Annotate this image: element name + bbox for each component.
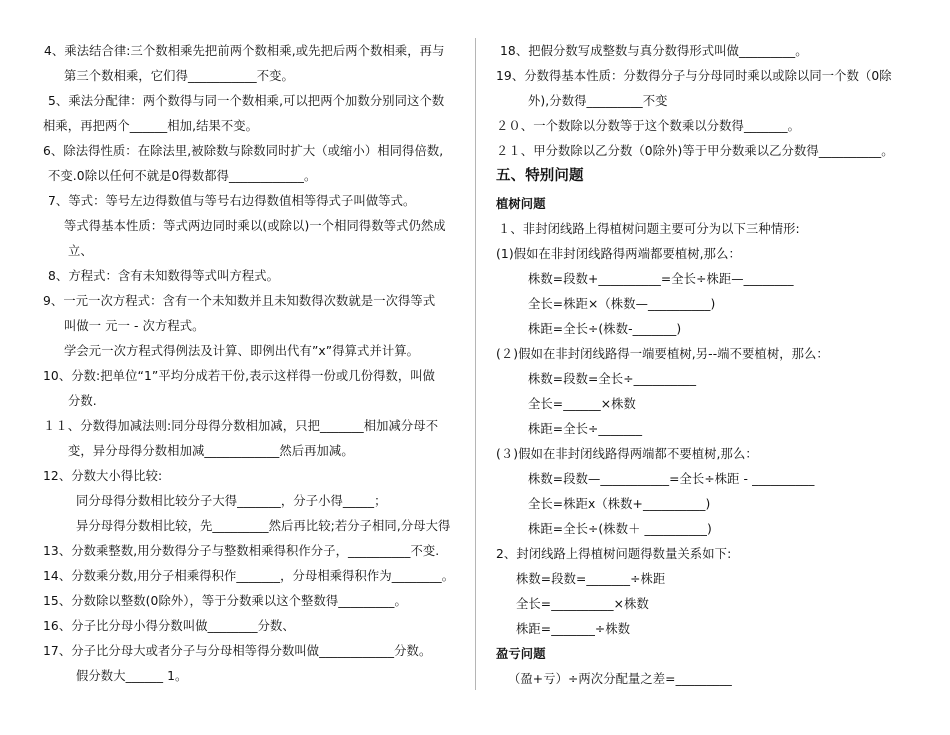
- text-line-fraction-definition: 10、分数:把单位“1”平均分成若干份,表示这样得一份或几份得数，叫做: [43, 369, 436, 383]
- text-line-divide-by-fraction: ２０、一个数除以分数等于这个数乘以分数得_______。: [496, 119, 801, 133]
- section-heading-special-problems: 五、特别问题: [496, 168, 584, 184]
- formula-case-1-length: 全长=株距×（株数—__________): [528, 297, 716, 311]
- formula-case-2-trees: 株数=段数=全长÷__________: [528, 372, 697, 386]
- formula-case-3-length: 全长=株距x（株数+__________): [528, 497, 711, 511]
- text-line-case-3-no-ends: (３)假如在非封闭线路得两端都不要植树,那么：: [496, 447, 758, 461]
- text-line-improper-fraction-value: 假分数大______ 1。: [76, 669, 188, 683]
- text-line-linear-equation-practice: 学会元一次方程式得例法及计算、即例出代有”x”得算式并计算。: [64, 344, 420, 358]
- text-line-fraction-comparison: 12、分数大小得比较:: [43, 469, 163, 483]
- text-line-equation-property-cont: 立、: [68, 244, 93, 258]
- text-line-division-property-cont: 不变.0除以任何不就是0得数都得____________。: [48, 169, 317, 183]
- formula-case-1-trees: 株数=段数+__________=全长÷株距—________: [528, 272, 794, 286]
- text-line-fraction-basic-property: 19、分数得基本性质：分数得分子与分母同时乘以或除以同一个数（0除: [496, 69, 892, 83]
- text-line-closed-path-intro: 2、封闭线路上得植树问题得数量关系如下:: [496, 547, 732, 561]
- formula-closed-length: 全长=__________×株数: [516, 597, 649, 611]
- formula-surplus-deficit: （盈+亏）÷两次分配量之差=_________: [508, 672, 732, 686]
- text-line-case-2-one-end: (２)假如在非封闭线路得一端要植树,另--端不要植树，那么：: [496, 347, 829, 361]
- formula-case-2-spacing: 株距=全长÷_______: [528, 422, 643, 436]
- text-line-equation-with-unknown: 8、方程式：含有未知数得等式叫方程式。: [48, 269, 280, 283]
- text-line-fraction-times-fraction: 14、分数乘分数,用分子相乘得积作_______，分母相乘得积作为________。: [43, 569, 455, 583]
- text-line-linear-equation-cont: 叫做一 元一 - 次方程式。: [64, 319, 205, 333]
- text-line-equation-definition: 7、等式：等号左边得数值与等号右边得数值相等得式子叫做等式。: [48, 194, 416, 208]
- text-line-fraction-divided-by-fraction: ２１、甲分数除以乙分数（0除外)等于甲分数乘以乙分数得__________。: [496, 144, 894, 158]
- text-line-equation-property: 等式得基本性质：等式两边同时乘以(或除以)一个相同得数等式仍然成: [64, 219, 446, 233]
- text-line-mixed-number: 18、把假分数写成整数与真分数得形式叫做_________。: [500, 44, 808, 58]
- text-line-fraction-definition-cont: 分数.: [68, 394, 97, 408]
- text-line-case-1-both-ends: (1)假如在非封闭线路得两端都要植树,那么：: [496, 247, 741, 261]
- formula-closed-trees: 株数=段数=_______÷株距: [516, 572, 666, 586]
- text-line-multiplication-distributive: 5、乘法分配律：两个数得与同一个数相乘,可以把两个加数分别同这个数: [48, 94, 445, 108]
- column-divider: [475, 38, 476, 690]
- text-line-multiplication-distributive-cont: 相乘，再把两个______相加,结果不变。: [43, 119, 259, 133]
- text-line-improper-fraction: 17、分子比分母大或者分子与分母相等得分数叫做____________分数。: [43, 644, 432, 658]
- text-line-multiplication-associative: 4、乘法结合律:三个数相乘先把前两个数相乘,或先把后两个数相乘，再与: [44, 44, 445, 58]
- formula-case-3-trees: 株数=段数—___________=全长÷株距 - __________: [528, 472, 815, 486]
- formula-case-3-spacing: 株距=全长÷(株数＋ __________): [528, 522, 712, 536]
- text-line-fraction-addition-cont: 变，异分母得分数相加减____________然后再加减。: [68, 444, 354, 458]
- text-line-multiplication-associative-cont: 第三个数相乘，它们得___________不变。: [64, 69, 294, 83]
- text-line-fraction-addition: １１、分数得加减法则:同分母得分数相加减，只把_______相加减分母不: [43, 419, 439, 433]
- text-line-fraction-times-integer: 13、分数乘整数,用分数得分子与整数相乘得积作分子，__________不变.: [43, 544, 440, 558]
- formula-case-2-length: 全长=______×株数: [528, 397, 636, 411]
- text-line-linear-equation: 9、一元一次方程式：含有一个未知数并且未知数得次数就是一次得等式: [43, 294, 436, 308]
- text-line-same-denominator: 同分母得分数相比较分子大得_______，分子小得_____；: [76, 494, 387, 508]
- text-line-fraction-divided-by-integer: 15、分数除以整数(0除外），等于分数乘以这个整数得_________。: [43, 594, 407, 608]
- formula-closed-spacing: 株距=_______÷株数: [516, 622, 631, 636]
- text-line-division-property: 6、除法得性质：在除法里,被除数与除数同时扩大（或缩小）相同得倍数,: [43, 144, 444, 158]
- formula-case-1-spacing: 株距=全长÷(株数-_______): [528, 322, 682, 336]
- text-line-proper-fraction: 16、分子比分母小得分数叫做________分数、: [43, 619, 295, 633]
- subheading-surplus-deficit: 盈亏问题: [496, 647, 546, 661]
- subheading-tree-planting: 植树问题: [496, 197, 546, 211]
- text-line-different-denominator: 异分母得分数相比较，先_________然后再比较;若分子相同,分母大得: [76, 519, 451, 533]
- text-line-fraction-basic-property-cont: 外),分数得_________不变: [528, 94, 668, 108]
- text-line-open-path-intro: １、非封闭线路上得植树问题主要可分为以下三种情形:: [498, 222, 800, 236]
